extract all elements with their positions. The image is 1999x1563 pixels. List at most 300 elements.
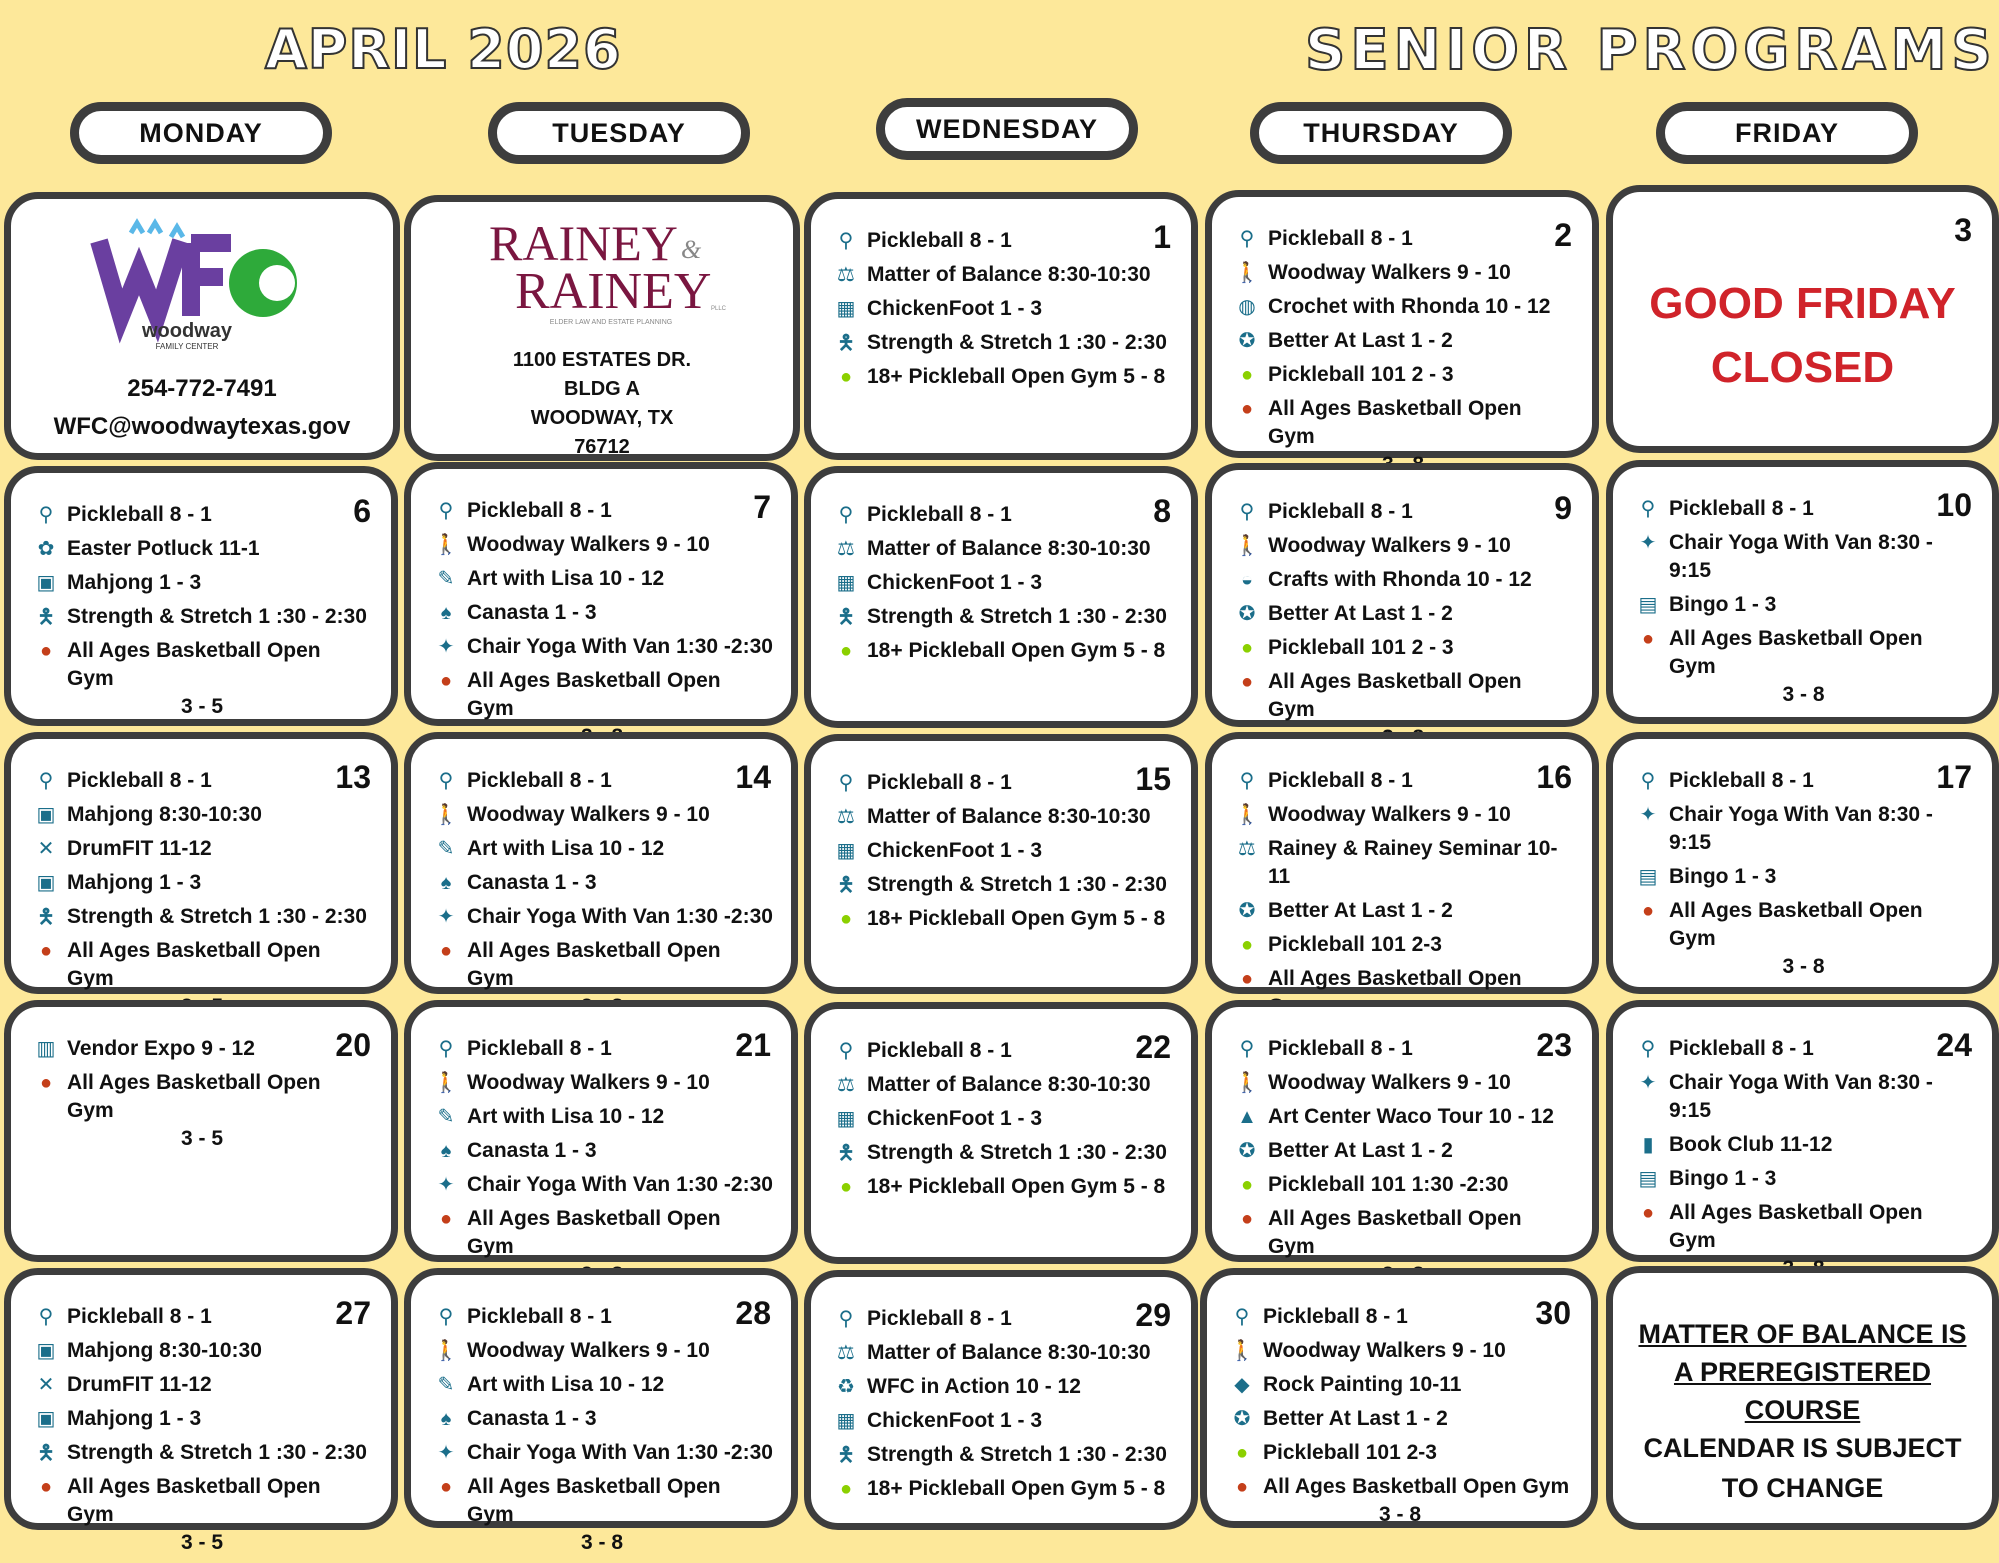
- event-title: Pickleball 101 2 - 3: [1268, 363, 1454, 386]
- event-text: [867, 769, 1173, 797]
- address-line-4: 76712: [574, 436, 630, 458]
- paddle-icon: ⚲: [1234, 1306, 1250, 1328]
- event-text: [867, 329, 1173, 357]
- day-cell-27: [4, 1268, 398, 1554]
- event-title: All Ages Basketball Open Gym: [1263, 1475, 1570, 1498]
- event-text: [1268, 931, 1574, 959]
- event-item: [31, 1439, 373, 1467]
- event-title: Canasta 1 - 3: [467, 1407, 597, 1430]
- event-item: [431, 497, 773, 525]
- basketball-icon: ●: [1240, 1208, 1254, 1230]
- event-item: [431, 1337, 773, 1365]
- event-text: [67, 903, 373, 931]
- event-title: Woodway Walkers 9 - 10: [467, 533, 710, 556]
- event-text: [867, 1441, 1173, 1469]
- day-cell-20: [4, 1000, 398, 1262]
- event-item: [1227, 1303, 1573, 1331]
- event-title: Easter Potluck 11-1: [67, 537, 260, 560]
- yarn-icon: ◍: [1238, 296, 1256, 318]
- event-title: Canasta 1 - 3: [467, 1139, 597, 1162]
- event-item: [831, 1305, 1173, 1333]
- event-text: [467, 1069, 773, 1097]
- event-item: [831, 535, 1173, 563]
- event-list: [831, 1305, 1173, 1509]
- brain-icon: ✪: [1233, 1408, 1251, 1430]
- event-item: [831, 769, 1173, 797]
- stretch-icon: 🯅: [837, 1142, 855, 1164]
- event-title: Chair Yoga With Van 8:30 - 9:15: [1669, 803, 1933, 854]
- event-title: Pickleball 8 - 1: [867, 229, 1012, 252]
- wfc-info-cell: [4, 192, 400, 460]
- event-item: [1232, 600, 1574, 628]
- drumsticks-icon: ✕: [37, 1374, 55, 1396]
- paddle-icon: ⚲: [38, 1306, 54, 1328]
- event-title: 18+ Pickleball Open Gym 5 - 8: [867, 907, 1166, 930]
- event-item: [831, 227, 1173, 255]
- day-number: 1: [1153, 219, 1171, 255]
- pickleball-ball-icon: ●: [839, 366, 853, 388]
- event-title: Pickleball 101 2-3: [1263, 1441, 1437, 1464]
- event-title: Pickleball 8 - 1: [1268, 1037, 1413, 1060]
- note-line-4: TO CHANGE: [1721, 1473, 1884, 1503]
- mahjong-icon: ▣: [36, 1340, 56, 1362]
- paddle-icon: ⚲: [838, 1308, 854, 1330]
- note-line-3: CALENDAR IS SUBJECT: [1643, 1433, 1962, 1463]
- day-cell-16: [1205, 732, 1599, 994]
- event-text: [1669, 1069, 1974, 1125]
- pickleball-ball-icon: ●: [839, 1176, 853, 1198]
- brain-icon: ✪: [1238, 900, 1256, 922]
- pickleball-ball-icon: ●: [839, 1478, 853, 1500]
- event-title: Pickleball 8 - 1: [1268, 769, 1413, 792]
- event-title: Book Club 11-12: [1669, 1133, 1833, 1156]
- pickleball-ball-icon: ●: [839, 640, 853, 662]
- walker-icon: 🚶: [1234, 1072, 1260, 1094]
- event-list: [1633, 767, 1974, 987]
- wfc-phone: 254-772-7491: [127, 375, 277, 402]
- day-number: 6: [353, 493, 371, 529]
- note-line-2: A PREREGISTERED COURSE: [1673, 1357, 1932, 1425]
- cards-icon: ♠: [440, 1408, 452, 1430]
- event-item: [431, 835, 773, 863]
- closed-line-2: CLOSED: [1710, 343, 1895, 392]
- day-number: 20: [335, 1027, 371, 1063]
- rainey-logo-line2: RAINEY: [515, 263, 712, 320]
- event-text: [67, 767, 373, 795]
- event-item: [831, 329, 1173, 357]
- event-item: [1227, 1473, 1573, 1529]
- event-title: Strength & Stretch 1 :30 - 2:30: [67, 905, 367, 928]
- event-list: [1232, 498, 1574, 758]
- event-item: [1227, 1405, 1573, 1433]
- event-text: [1268, 600, 1574, 628]
- event-text: [1268, 259, 1574, 287]
- event-list: [1232, 225, 1574, 485]
- event-item: [31, 1035, 373, 1063]
- event-item: [31, 1371, 373, 1399]
- event-item: [831, 1037, 1173, 1065]
- event-title: Matter of Balance 8:30-10:30: [867, 805, 1151, 828]
- event-text: [1669, 529, 1974, 585]
- event-title: Pickleball 8 - 1: [467, 1305, 612, 1328]
- event-title: 18+ Pickleball Open Gym 5 - 8: [867, 1477, 1166, 1500]
- pickleball-ball-icon: ●: [1240, 1174, 1254, 1196]
- day-cell-29: [804, 1270, 1198, 1530]
- event-title: Matter of Balance 8:30-10:30: [867, 1341, 1151, 1364]
- event-text: [1268, 1035, 1574, 1063]
- woodway-family-center-logo: [91, 221, 303, 351]
- recycle-icon: ♻: [837, 1376, 855, 1398]
- event-text: [1268, 532, 1574, 560]
- event-title: ChickenFoot 1 - 3: [867, 839, 1043, 862]
- book-icon: ▮: [1642, 1134, 1654, 1156]
- event-text: [1268, 1137, 1574, 1165]
- note-line-1: MATTER OF BALANCE IS: [1638, 1319, 1967, 1349]
- palette-icon: ✎: [437, 838, 455, 860]
- event-item: [831, 1407, 1173, 1435]
- event-title: Art with Lisa 10 - 12: [467, 567, 665, 590]
- bingo-icon: ▤: [1638, 1168, 1658, 1190]
- walker-icon: 🚶: [433, 1340, 459, 1362]
- event-item: [431, 1035, 773, 1063]
- day-number: 14: [735, 759, 771, 795]
- event-item: [1232, 1103, 1574, 1131]
- day-cell-23: [1205, 1000, 1599, 1262]
- event-list: [1227, 1303, 1573, 1535]
- event-item: [831, 1475, 1173, 1503]
- palette-icon: ✎: [437, 568, 455, 590]
- event-text: [1268, 566, 1574, 594]
- event-text: [867, 1339, 1173, 1367]
- brain-icon: ✪: [1238, 330, 1256, 352]
- event-item: [1633, 625, 1974, 709]
- pickleball-ball-icon: ●: [1240, 637, 1254, 659]
- event-title: All Ages Basketball Open Gym: [67, 939, 321, 990]
- event-item: [1633, 591, 1974, 619]
- day-cell-28: [404, 1268, 798, 1554]
- event-title: Crafts with Rhonda 10 - 12: [1268, 568, 1532, 591]
- event-title: ChickenFoot 1 - 3: [867, 1107, 1043, 1130]
- event-item: [831, 363, 1173, 391]
- basketball-icon: ●: [439, 940, 453, 962]
- event-text: [467, 531, 773, 559]
- day-number: 7: [753, 489, 771, 525]
- event-text: [1263, 1439, 1573, 1467]
- event-list: [1633, 495, 1974, 715]
- mahjong-icon: ▣: [36, 572, 56, 594]
- event-text: [67, 1035, 373, 1063]
- event-item: [1232, 259, 1574, 287]
- event-title: Bingo 1 - 3: [1669, 1167, 1777, 1190]
- day-cell-1: [804, 192, 1198, 460]
- event-text: [1263, 1337, 1573, 1365]
- event-text: [1669, 863, 1974, 891]
- event-item: [31, 801, 373, 829]
- basketball-icon: ●: [1240, 671, 1254, 693]
- event-text: [1263, 1371, 1573, 1399]
- event-item: [1232, 327, 1574, 355]
- event-list: [1633, 1035, 1974, 1289]
- event-item: [831, 803, 1173, 831]
- event-item: [1227, 1371, 1573, 1399]
- event-text: [67, 603, 373, 631]
- event-text: [67, 869, 373, 897]
- pickleball-ball-icon: ●: [1240, 934, 1254, 956]
- event-item: [831, 1173, 1173, 1201]
- event-text: [67, 501, 373, 529]
- event-item: [31, 569, 373, 597]
- event-item: [1232, 634, 1574, 662]
- paddle-icon: ⚲: [1239, 228, 1255, 250]
- paddle-icon: ⚲: [838, 772, 854, 794]
- event-title: Pickleball 8 - 1: [467, 1037, 612, 1060]
- event-title: All Ages Basketball Open Gym: [1669, 899, 1923, 950]
- event-item: [1633, 495, 1974, 523]
- stretch-icon: 🯅: [37, 1442, 55, 1464]
- event-text: [867, 1105, 1173, 1133]
- event-title: WFC in Action 10 - 12: [867, 1375, 1081, 1398]
- event-item: [1232, 931, 1574, 959]
- basketball-icon: ●: [439, 1208, 453, 1230]
- walker-icon: 🚶: [1229, 1340, 1255, 1362]
- event-text: [1669, 1035, 1974, 1063]
- walker-icon: 🚶: [1234, 262, 1260, 284]
- event-text: [867, 569, 1173, 597]
- event-title: Matter of Balance 8:30-10:30: [867, 537, 1151, 560]
- easel-icon: ▲: [1237, 1106, 1257, 1128]
- event-title: Strength & Stretch 1 :30 - 2:30: [67, 1441, 367, 1464]
- event-time: 3 - 8: [1782, 955, 1825, 978]
- event-text: [867, 1173, 1173, 1201]
- event-time: 3 - 8: [1782, 683, 1825, 706]
- event-item: [1232, 801, 1574, 829]
- yoga-icon: ✦: [437, 1174, 455, 1196]
- day-number: 30: [1535, 1295, 1571, 1331]
- basketball-icon: ●: [1641, 900, 1655, 922]
- event-text: [867, 1305, 1173, 1333]
- event-item: [431, 801, 773, 829]
- event-text: [67, 1439, 373, 1467]
- event-text: [1268, 835, 1574, 891]
- event-title: ChickenFoot 1 - 3: [867, 297, 1043, 320]
- day-cell-15: [804, 734, 1198, 994]
- event-text: [467, 1035, 773, 1063]
- day-cell-14: [404, 732, 798, 994]
- address-line-2: BLDG A: [564, 378, 640, 400]
- event-title: Pickleball 101 2-3: [1268, 933, 1442, 956]
- seesaw-icon: ⚖: [837, 1342, 855, 1364]
- event-text: [467, 1303, 773, 1331]
- day-number: 28: [735, 1295, 771, 1331]
- event-item: [31, 1405, 373, 1433]
- brain-icon: ✪: [1238, 1140, 1256, 1162]
- event-text: [67, 1303, 373, 1331]
- event-text: [867, 227, 1173, 255]
- event-title: Rainey & Rainey Seminar 10-11: [1268, 837, 1558, 888]
- bingo-icon: ▤: [1638, 866, 1658, 888]
- day-cell-10: [1606, 460, 1999, 724]
- event-text: [67, 535, 373, 563]
- event-item: [431, 633, 773, 661]
- event-title: Pickleball 8 - 1: [867, 1039, 1012, 1062]
- event-title: DrumFIT 11-12: [67, 837, 212, 860]
- event-text: [1268, 361, 1574, 389]
- rainey-logo-tagline: ELDER LAW AND ESTATE PLANNING: [549, 319, 673, 326]
- rainey-info-cell: [404, 195, 800, 461]
- event-item: [1232, 361, 1574, 389]
- month-title: APRIL 2026: [265, 18, 622, 81]
- event-text: [467, 1371, 773, 1399]
- event-list: [831, 501, 1173, 671]
- event-title: Strength & Stretch 1 :30 - 2:30: [867, 605, 1167, 628]
- event-item: [31, 1473, 373, 1557]
- seesaw-icon: ⚖: [837, 264, 855, 286]
- day-number: 10: [1936, 487, 1972, 523]
- event-list: [431, 497, 773, 757]
- rock-icon: ◆: [1234, 1374, 1250, 1396]
- event-title: All Ages Basketball Open Gym: [467, 1475, 721, 1526]
- event-title: All Ages Basketball Open Gym: [67, 639, 321, 690]
- cards-icon: ♠: [440, 1140, 452, 1162]
- event-title: Chair Yoga With Van 8:30 - 9:15: [1669, 1071, 1933, 1122]
- event-list: [831, 769, 1173, 939]
- weekday-friday: FRIDAY: [1656, 102, 1918, 164]
- event-time: 3 - 5: [180, 695, 224, 718]
- event-item: [1232, 835, 1574, 891]
- paddle-icon: ⚲: [38, 504, 54, 526]
- event-text: [1669, 767, 1974, 795]
- event-title: Woodway Walkers 9 - 10: [1268, 261, 1511, 284]
- event-time: 3 - 8: [580, 1531, 624, 1554]
- event-title: Strength & Stretch 1 :30 - 2:30: [867, 1443, 1167, 1466]
- event-item: [831, 1339, 1173, 1367]
- event-text: [467, 1439, 773, 1467]
- closed-line-1: GOOD FRIDAY: [1649, 279, 1956, 328]
- day-cell-2: [1205, 190, 1599, 458]
- event-text: [1669, 1165, 1974, 1193]
- event-title: Pickleball 8 - 1: [1268, 500, 1413, 523]
- yoga-icon: ✦: [1639, 532, 1657, 554]
- event-title: Crochet with Rhonda 10 - 12: [1268, 295, 1551, 318]
- day-number: 23: [1536, 1027, 1572, 1063]
- event-title: Woodway Walkers 9 - 10: [1263, 1339, 1506, 1362]
- event-title: All Ages Basketball Open Gym: [1268, 1207, 1522, 1258]
- event-title: Better At Last 1 - 2: [1268, 899, 1453, 922]
- rainey-logo-line1: RAINEY: [489, 215, 678, 271]
- event-item: [1633, 897, 1974, 981]
- event-title: Mahjong 1 - 3: [67, 1407, 202, 1430]
- event-title: All Ages Basketball Open Gym: [1669, 627, 1923, 678]
- event-text: [67, 1405, 373, 1433]
- event-text: [1669, 801, 1974, 857]
- event-item: [31, 903, 373, 931]
- pickleball-ball-icon: ●: [1240, 364, 1254, 386]
- event-title: Matter of Balance 8:30-10:30: [867, 263, 1151, 286]
- event-text: [1268, 327, 1574, 355]
- event-title: All Ages Basketball Open Gym: [1268, 397, 1522, 448]
- event-text: [867, 603, 1173, 631]
- event-title: Chair Yoga With Van 8:30 - 9:15: [1669, 531, 1933, 582]
- basketball-icon: ●: [39, 1072, 53, 1094]
- basketball-icon: ●: [1235, 1476, 1249, 1498]
- event-title: Pickleball 8 - 1: [1263, 1305, 1408, 1328]
- event-text: [467, 1103, 773, 1131]
- day-number: 29: [1135, 1297, 1171, 1333]
- event-title: All Ages Basketball Open Gym: [467, 1207, 721, 1258]
- paddle-icon: ⚲: [438, 500, 454, 522]
- day-cell-21: [404, 1000, 798, 1262]
- walker-icon: 🚶: [433, 804, 459, 826]
- event-item: [1232, 1171, 1574, 1199]
- event-text: [467, 565, 773, 593]
- event-item: [1232, 1137, 1574, 1165]
- event-title: 18+ Pickleball Open Gym 5 - 8: [867, 639, 1166, 662]
- event-text: [1263, 1303, 1573, 1331]
- event-time: 3 - 8: [1378, 1503, 1422, 1526]
- event-text: [1268, 225, 1574, 253]
- day-number: 22: [1135, 1029, 1171, 1065]
- event-item: [1633, 1035, 1974, 1063]
- event-title: Pickleball 8 - 1: [1669, 1037, 1814, 1060]
- event-title: Mahjong 8:30-10:30: [67, 1339, 262, 1362]
- event-item: [31, 1069, 373, 1153]
- event-text: [67, 569, 373, 597]
- footprint-icon: ▦: [836, 298, 856, 320]
- basketball-icon: ●: [1240, 968, 1254, 990]
- event-item: [31, 1337, 373, 1365]
- event-title: ChickenFoot 1 - 3: [867, 571, 1043, 594]
- event-title: Pickleball 8 - 1: [467, 499, 612, 522]
- basket-icon: ◒: [1240, 569, 1254, 591]
- cards-icon: ♠: [440, 872, 452, 894]
- event-text: [1263, 1405, 1573, 1433]
- day-number: 17: [1936, 759, 1972, 795]
- event-item: [831, 501, 1173, 529]
- scales-icon: ⚖: [1238, 838, 1256, 860]
- event-title: Matter of Balance 8:30-10:30: [867, 1073, 1151, 1096]
- footprint-icon: ▦: [836, 840, 856, 862]
- event-title: Mahjong 1 - 3: [67, 871, 202, 894]
- seesaw-icon: ⚖: [837, 1074, 855, 1096]
- walker-icon: 🚶: [433, 534, 459, 556]
- basketball-icon: ●: [39, 1476, 53, 1498]
- event-item: [31, 603, 373, 631]
- event-title: DrumFIT 11-12: [67, 1373, 212, 1396]
- event-text: [867, 1139, 1173, 1167]
- event-item: [831, 1441, 1173, 1469]
- event-title: Strength & Stretch 1 :30 - 2:30: [867, 1141, 1167, 1164]
- event-text: [867, 1407, 1173, 1435]
- event-item: [431, 1439, 773, 1467]
- palette-icon: ✎: [437, 1106, 455, 1128]
- day-cell-6: [4, 466, 398, 726]
- event-text: [67, 801, 373, 829]
- seesaw-icon: ⚖: [837, 806, 855, 828]
- basketball-icon: ●: [1240, 398, 1254, 420]
- event-title: Bingo 1 - 3: [1669, 593, 1777, 616]
- stretch-icon: 🯅: [837, 606, 855, 628]
- event-title: Art with Lisa 10 - 12: [467, 1373, 665, 1396]
- event-title: Better At Last 1 - 2: [1263, 1407, 1448, 1430]
- event-list: [1232, 1035, 1574, 1295]
- paddle-icon: ⚲: [38, 770, 54, 792]
- day-cell-17: [1606, 732, 1999, 994]
- event-text: [1669, 1131, 1974, 1159]
- day-number: 9: [1554, 490, 1572, 526]
- event-title: Canasta 1 - 3: [467, 601, 597, 624]
- basketball-icon: ●: [439, 670, 453, 692]
- notes-cell: [1606, 1266, 1999, 1530]
